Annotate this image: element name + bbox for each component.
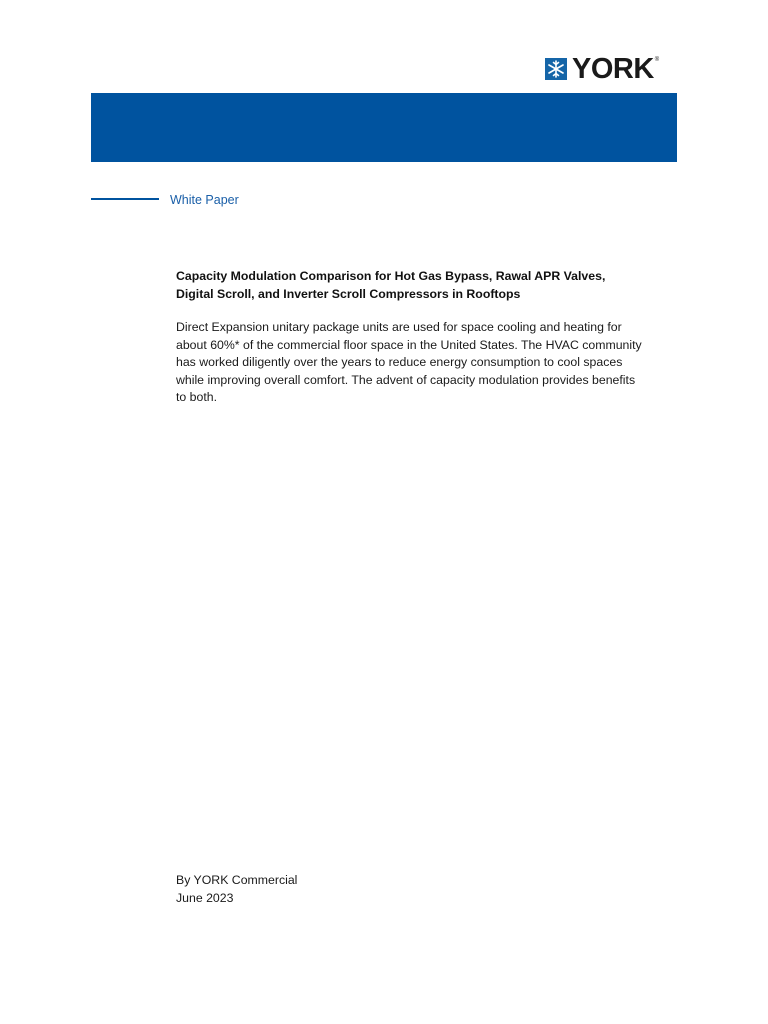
byline-author: By YORK Commercial (176, 873, 298, 887)
document-type-label: White Paper (170, 193, 239, 207)
logo-wordmark: YORK (572, 53, 654, 85)
document-intro: Direct Expansion unitary package units are used for space cooling and heating for about 60%* of the commercial floor space in the United States. The HVAC community has worked diligently over the years to reduce energy consumption to cool spaces while improving overall comfort. The advent of capacity modulation provides benefits to both. (176, 320, 642, 404)
logo-trademark: ® (654, 57, 660, 63)
byline-date: June 2023 (176, 890, 234, 905)
document-title: Capacity Modulation Comparison for Hot Gas Bypass, Rawal APR Valves, Digital Scroll, and Inverter Scroll Compressors in Rooftops (176, 269, 606, 301)
york-logo (545, 55, 659, 83)
header-banner (91, 93, 677, 162)
snowflake-icon (545, 58, 567, 80)
section-rule (91, 198, 159, 200)
byline (176, 872, 297, 907)
